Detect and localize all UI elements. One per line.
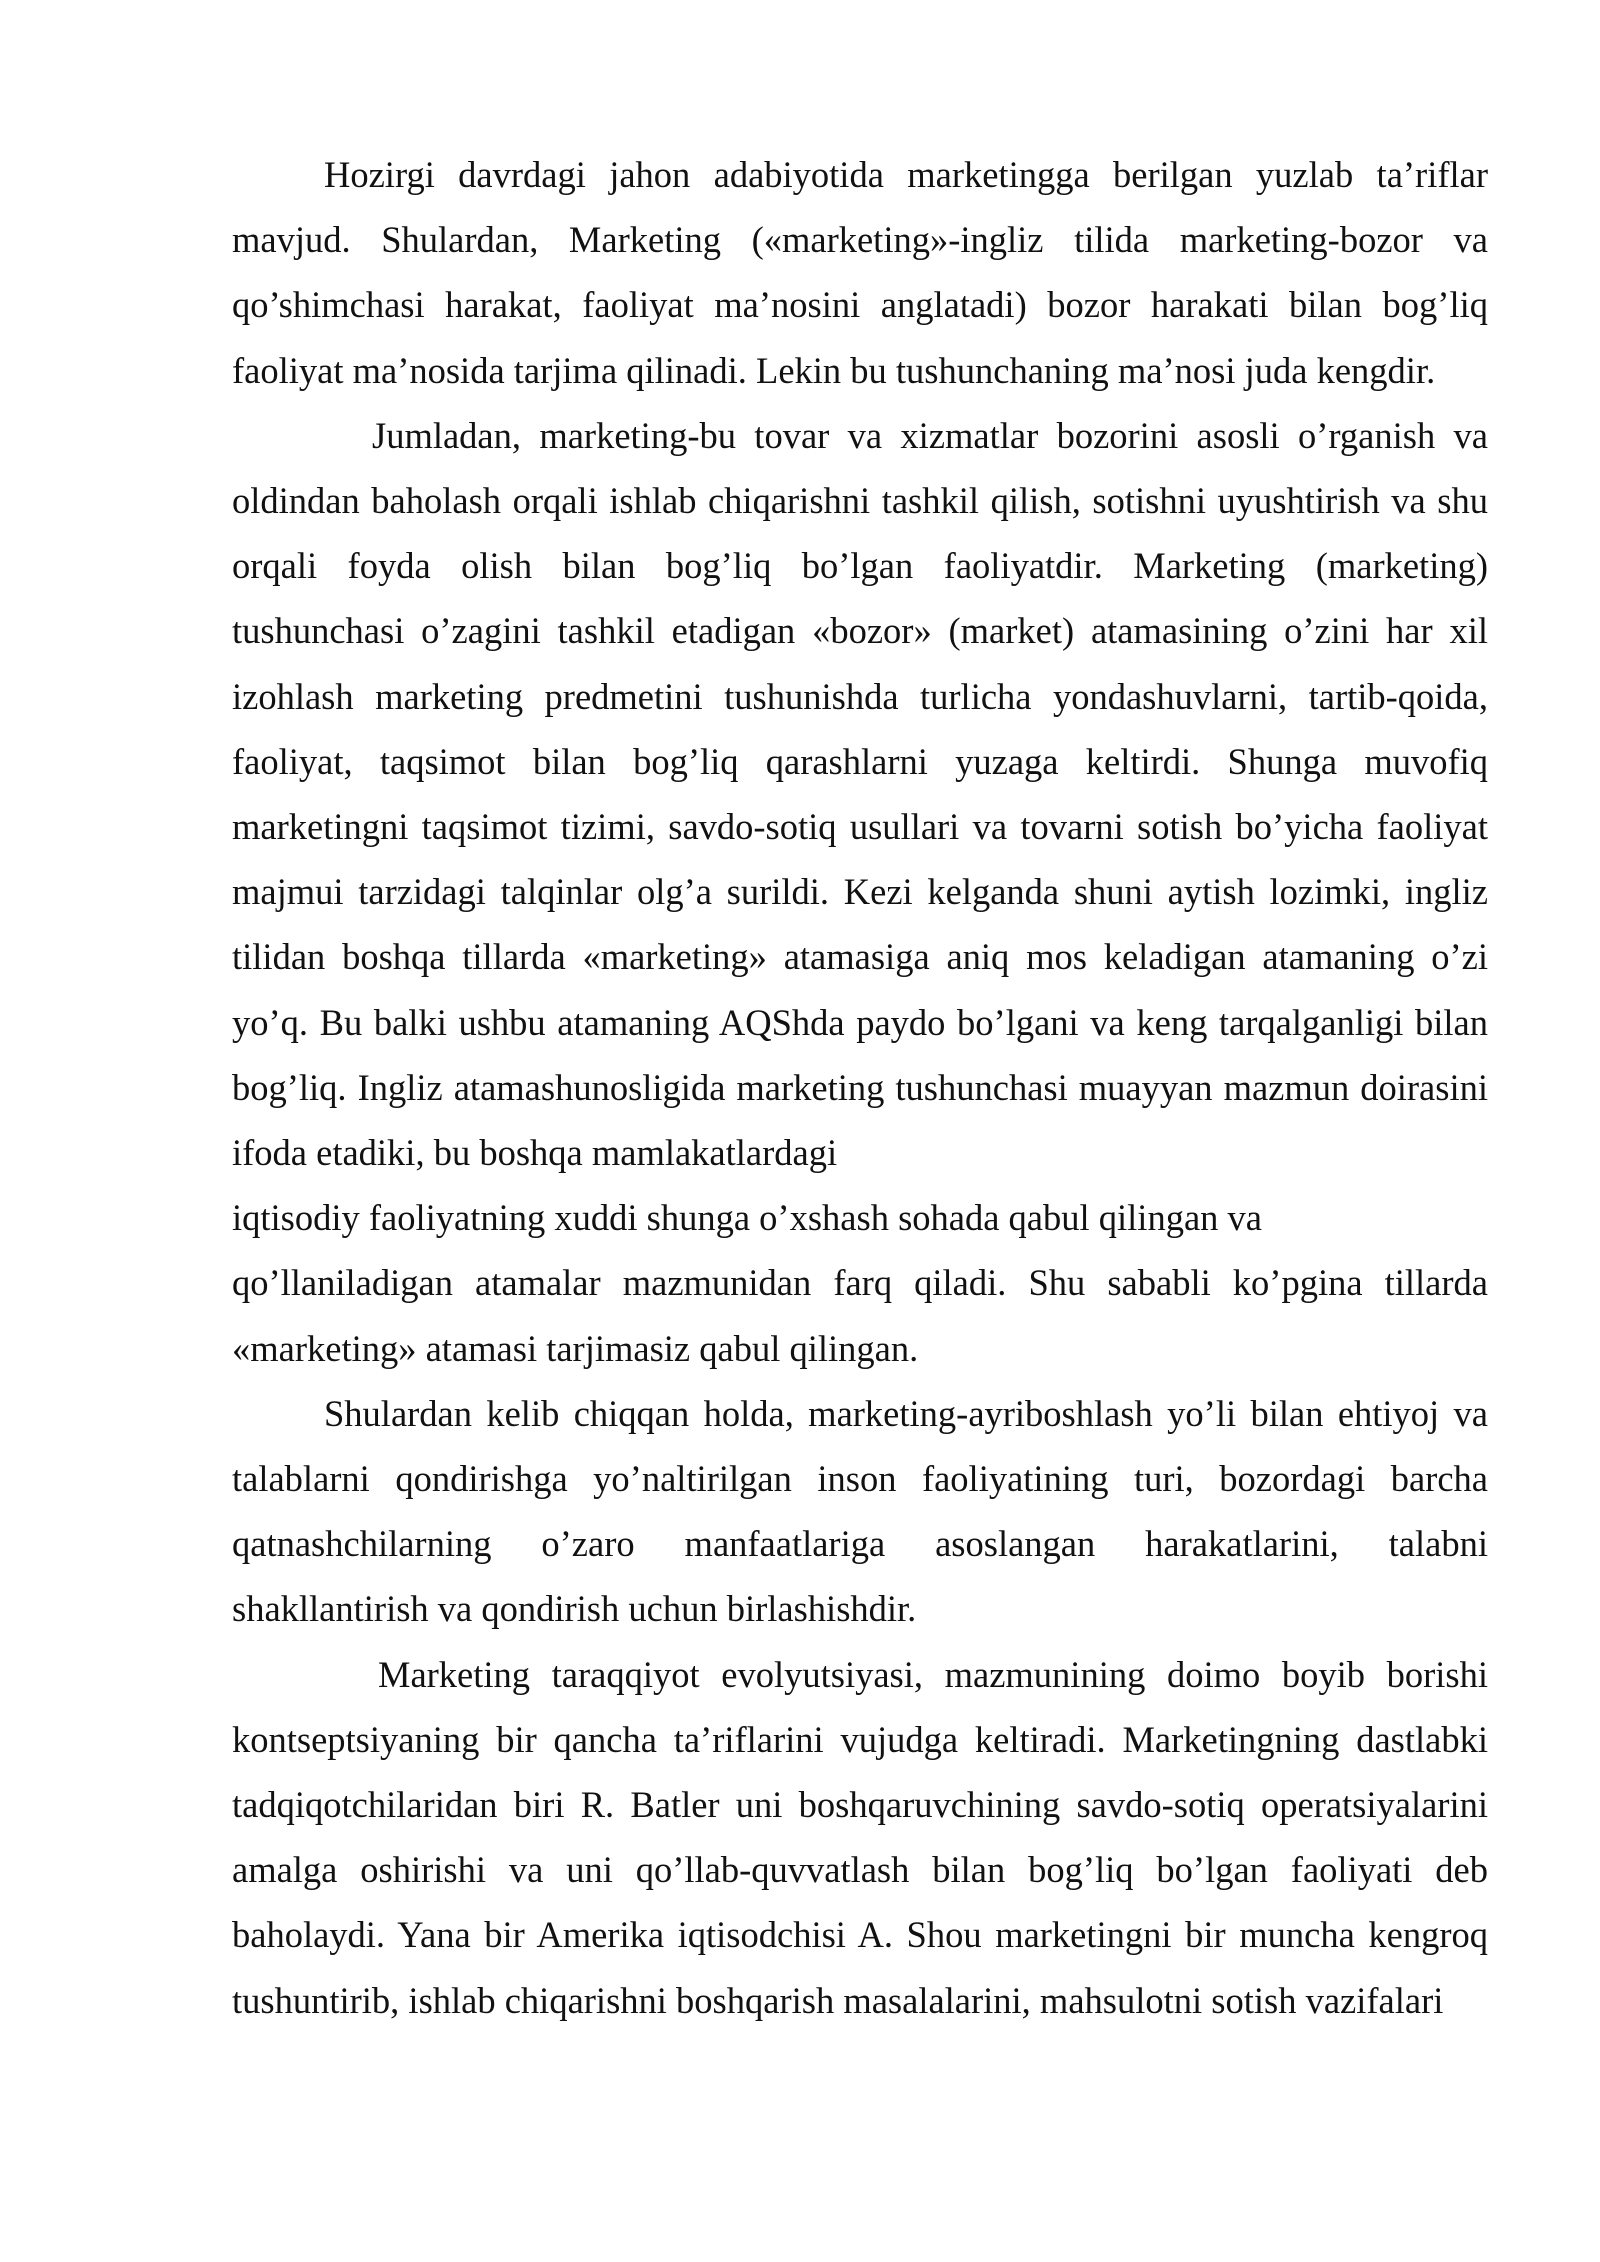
paragraph-definitions: Hozirgi davrdagi jahon adabiyotida marketingga berilgan yuzlab ta’riflar mavjud. Shulardan, Marketing («marketing»-ingliz tilida marketing-bozor va qo’shimchasi harakat, faoliyat ma’nosini anglatadi) bozor harakati bilan bog’liq faoliyat ma’nosida tarjima qilinadi. Lekin bu tushunchaning ma’nosi juda kengdir. — [232, 154, 1488, 391]
paragraph-shulardan: Shulardan kelib chiqqan holda, marketing-ayriboshlash yo’li bilan ehtiyoj va talablarni qondirishga yo’naltirilgan inson faoliyatining turi, bozordagi barcha qatnashchilarning o’zaro manfaatlariga asoslangan harakatlarini, talabni shakllantirish va qondirish uchun birlashishdir. — [232, 1392, 1488, 1630]
paragraph-jumladan: Jumladan, marketing-bu tovar va xizmatlar bozorini asosli o’rganish va oldindan baholash orqali ishlab chiqarishni tashkil qilish, sotishni uyushtirish va shu orqali foyda olish bilan bog’liq bo’lgan faoliyatdir. Marketing (marketing) tushunchasi o’zagini tashkil etadigan «bozor» (market) atamasining o’zini har xil izohlash marketing predmetini tushunishda turlicha yondashuvlarni, tartib-qoida, faoliyat, taqsimot bilan bog’liq qarashlarni yuzaga keltirdi. Shunga muvofiq marketingni taqsimot tizimi, savdo-sotiq usullari va tovarni sotish bo’yicha faoliyat majmui tarzidagi talqinlar olg’a surildi. Kezi kelganda shuni aytish lozimki, ingliz tilidan boshqa tillarda «marketing» atamasiga aniq mos keladigan atamaning o’zi yo’q. Bu balki ushbu atamaning AQShda paydo bo’lgani va keng tarqalganligi bilan bog’liq. Ingliz atamashunosligida marketing tushunchasi muayyan mazmun doirasini ifoda etadiki, bu boshqa mamlakatlardagi — [232, 414, 1488, 1174]
paragraph-qollaniladigan: qo’llaniladigan atamalar mazmunidan farq qiladi. Shu sababli ko’pgina tillarda «marketing» atamasi tarjimasiz qabul qilingan. — [232, 1262, 1488, 1369]
body-text — [232, 142, 1488, 2033]
paragraph-line-iqtisodiy: iqtisodiy faoliyatning xuddi shunga o’xshash sohada qabul qilingan va — [232, 1197, 1262, 1239]
paragraph-evolyutsiya: Marketing taraqqiyot evolyutsiyasi, mazmunining doimo boyib borishi kontseptsiyaning bir qancha ta’riflarini vujudga keltiradi. Marketingning dastlabki tadqiqotchilaridan biri R. Batler uni boshqaruvchining savdo-sotiq operatsiyalarini amalga oshirishi va uni qo’llab-quvvatlash bilan bog’liq bo’lgan faoliyati deb baholaydi. Yana bir Amerika iqtisodchisi A. Shou marketingni bir muncha kengroq tushuntirib, ishlab chiqarishni boshqarish masalalarini, mahsulotni sotish vazifalari — [232, 1653, 1488, 2021]
